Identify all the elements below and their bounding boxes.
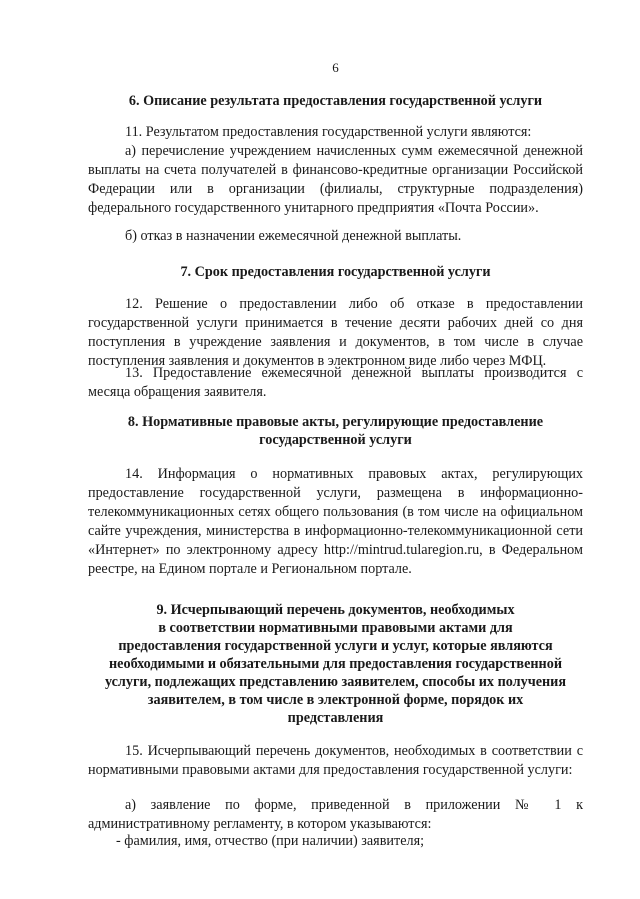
paragraph-15-a-item-1: - фамилия, имя, отчество (при наличии) заявителя; (116, 833, 425, 849)
section-8-heading-line-1: 8. Нормативные правовые акты, регулирующие предоставление (127, 414, 544, 430)
paragraph-13: 13. Предоставление ежемесячной денежной выплаты производится с месяца обращения заявителя. (88, 365, 583, 400)
section-9-heading-line-6: заявителем, в том числе в электронной форме, порядок их (147, 692, 524, 708)
section-9-heading-line-4: необходимыми и обязательными для предоставления государственной (109, 656, 562, 672)
section-9-heading-line-7: представления (287, 710, 384, 726)
paragraph-14: 14. Информация о нормативных правовых актах, регулирующих предоставление государственной услуги, размещена в информационно-телекоммуникационных сетях общего пользования (в том числе на официальном сайте учреждения, министерства в информационно-телекоммуникационной сети «Интернет» по электронному адресу http://mintrud.tularegion.ru, в Федеральном реестре, на Едином портале и Региональном портале. (88, 466, 583, 577)
section-9-heading (88, 601, 583, 727)
paragraph-12: 12. Решение о предоставлении либо об отказе в предоставлении государственной услуги принимается в течение десяти рабочих дней со дня поступления в учреждение заявления и документов, в том числе в случае поступления заявления и документов в электронном виде либо через МФЦ. (88, 296, 583, 369)
section-9-heading-line-2: в соответствии нормативными правовыми актами для (158, 620, 513, 636)
paragraph-15-a: а) заявление по форме, приведенной в приложении № 1 к административному регламенту, в котором указываются: (88, 797, 583, 832)
section-9-heading-line-1: 9. Исчерпывающий перечень документов, необходимых (156, 602, 515, 618)
page-number: 6 (332, 60, 339, 75)
section-9-heading-line-3: предоставления государственной услуги и услуг, которые являются (118, 638, 553, 654)
paragraph-15: 15. Исчерпывающий перечень документов, необходимых в соответствии с нормативными правовыми актами для предоставления государственной услуги: (88, 743, 583, 778)
section-7-heading: 7. Срок предоставления государственной услуги (180, 264, 491, 280)
section-8-heading (88, 413, 583, 449)
paragraph-11: 11. Результатом предоставления государственной услуги являются: (125, 124, 532, 140)
paragraph-11-b: б) отказ в назначении ежемесячной денежной выплаты. (125, 228, 462, 244)
section-6-heading: 6. Описание результата предоставления государственной услуги (128, 93, 543, 109)
section-9-heading-line-5: услуги, подлежащих представлению заявителем, способы их получения (104, 674, 567, 690)
section-8-heading-line-2: государственной услуги (259, 432, 412, 448)
paragraph-11-a: а) перечисление учреждением начисленных сумм ежемесячной денежной выплаты на счета получателей в финансово-кредитные организации Российской Федерации или в организации (филиалы, структурные подразделения) федерального государственного унитарного предприятия «Почта России». (88, 143, 583, 216)
